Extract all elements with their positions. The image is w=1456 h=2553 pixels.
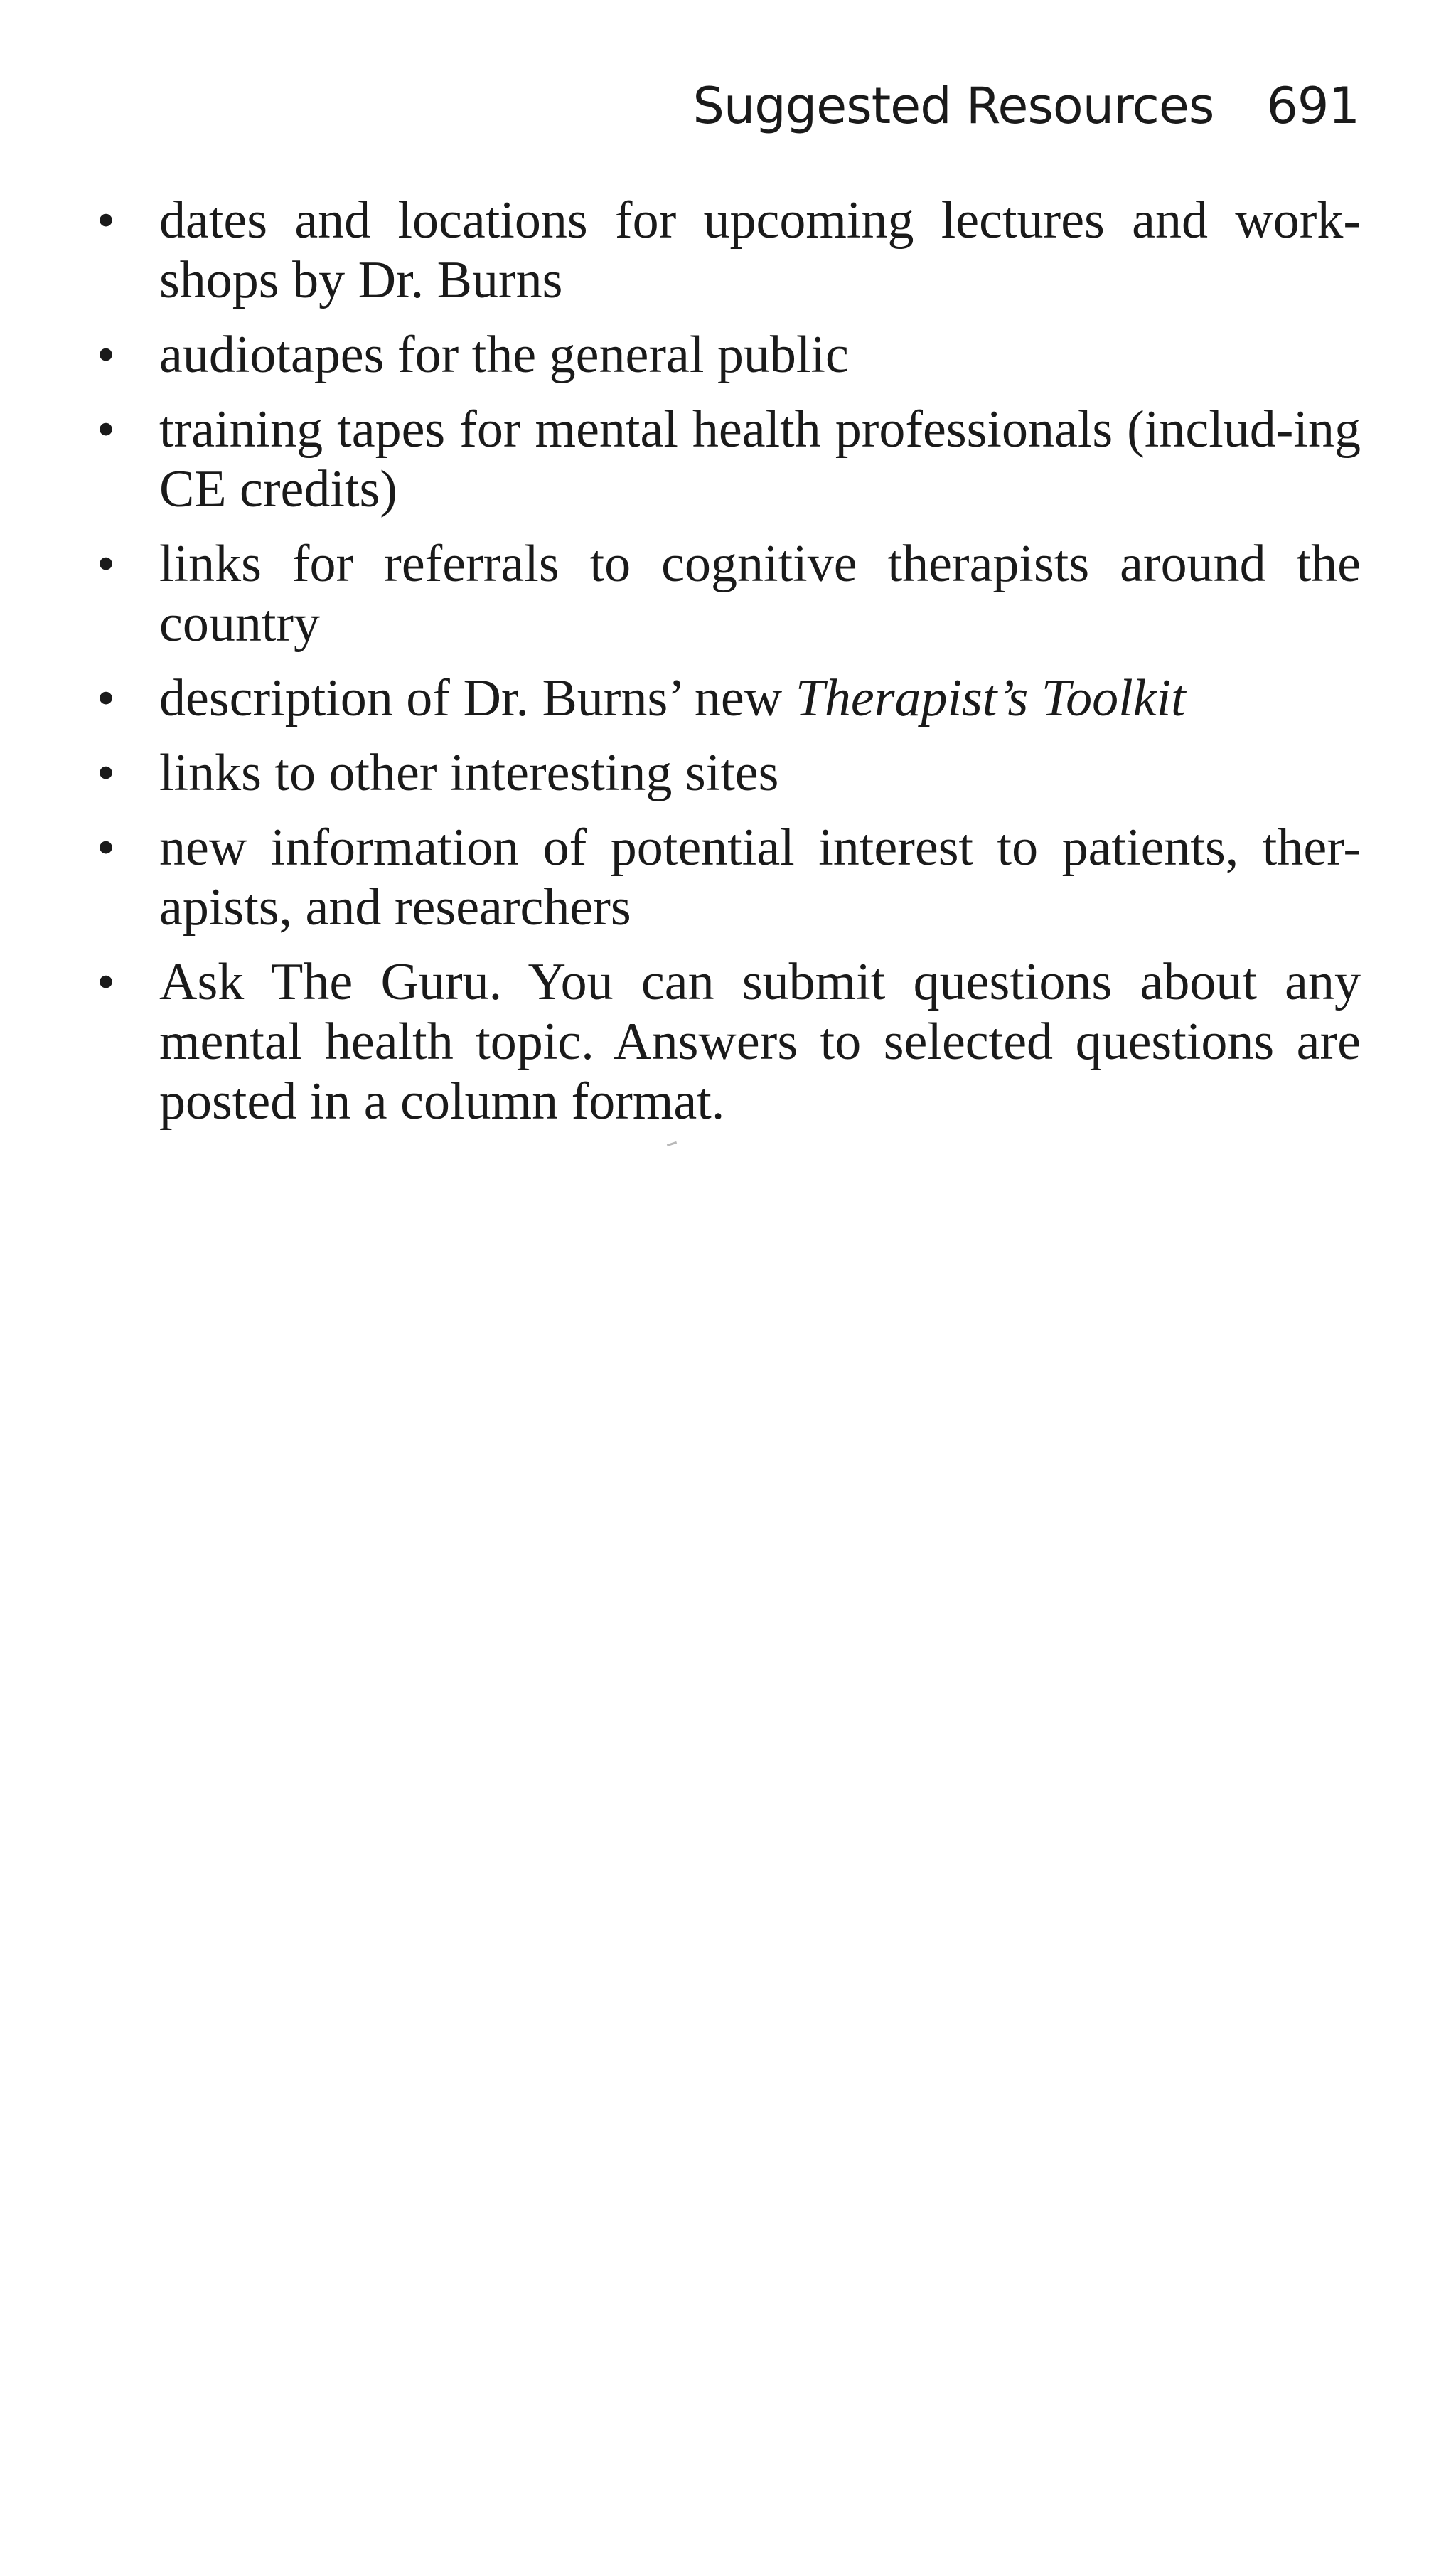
bullet-icon: • [97, 191, 115, 250]
bullet-icon: • [97, 953, 115, 1011]
list-item [97, 743, 1361, 803]
page-number: 691 [1266, 77, 1359, 135]
list-item [97, 952, 1361, 1131]
list-item [97, 400, 1361, 519]
list-item-text: training tapes for mental health professionals (includ-ing CE credits) [159, 400, 1361, 518]
list-item [97, 668, 1361, 728]
bullet-icon: • [97, 669, 115, 727]
list-item-text: new information of potential interest to patients, ther-apists, and researchers [159, 819, 1361, 937]
bullet-icon: • [97, 326, 115, 384]
list-item-text: dates and locations for upcoming lectures and work-shops by Dr. Burns [159, 191, 1361, 309]
list-item-text: links for referrals to cognitive therapists around the country [159, 535, 1361, 653]
list-item-text: links to other interesting sites [159, 744, 779, 802]
section-title: Suggested Resources [692, 77, 1214, 135]
resource-list [97, 191, 1361, 1146]
list-item-text: audiotapes for the general public [159, 326, 849, 384]
list-item-text: Ask The Guru. You can submit questions about any mental health topic. Answers to selected questions are posted in a column format. [159, 953, 1361, 1131]
list-item [97, 325, 1361, 385]
bullet-icon: • [97, 400, 115, 459]
running-head [693, 77, 1360, 135]
list-item-text: description of Dr. Burns’ new [159, 669, 796, 727]
bullet-icon: • [97, 535, 115, 593]
list-item [97, 191, 1361, 310]
book-title-italic: Therapist’s Toolkit [795, 669, 1186, 727]
bullet-icon: • [97, 819, 115, 877]
list-item [97, 818, 1361, 937]
bullet-icon: • [97, 744, 115, 802]
list-item [97, 534, 1361, 654]
